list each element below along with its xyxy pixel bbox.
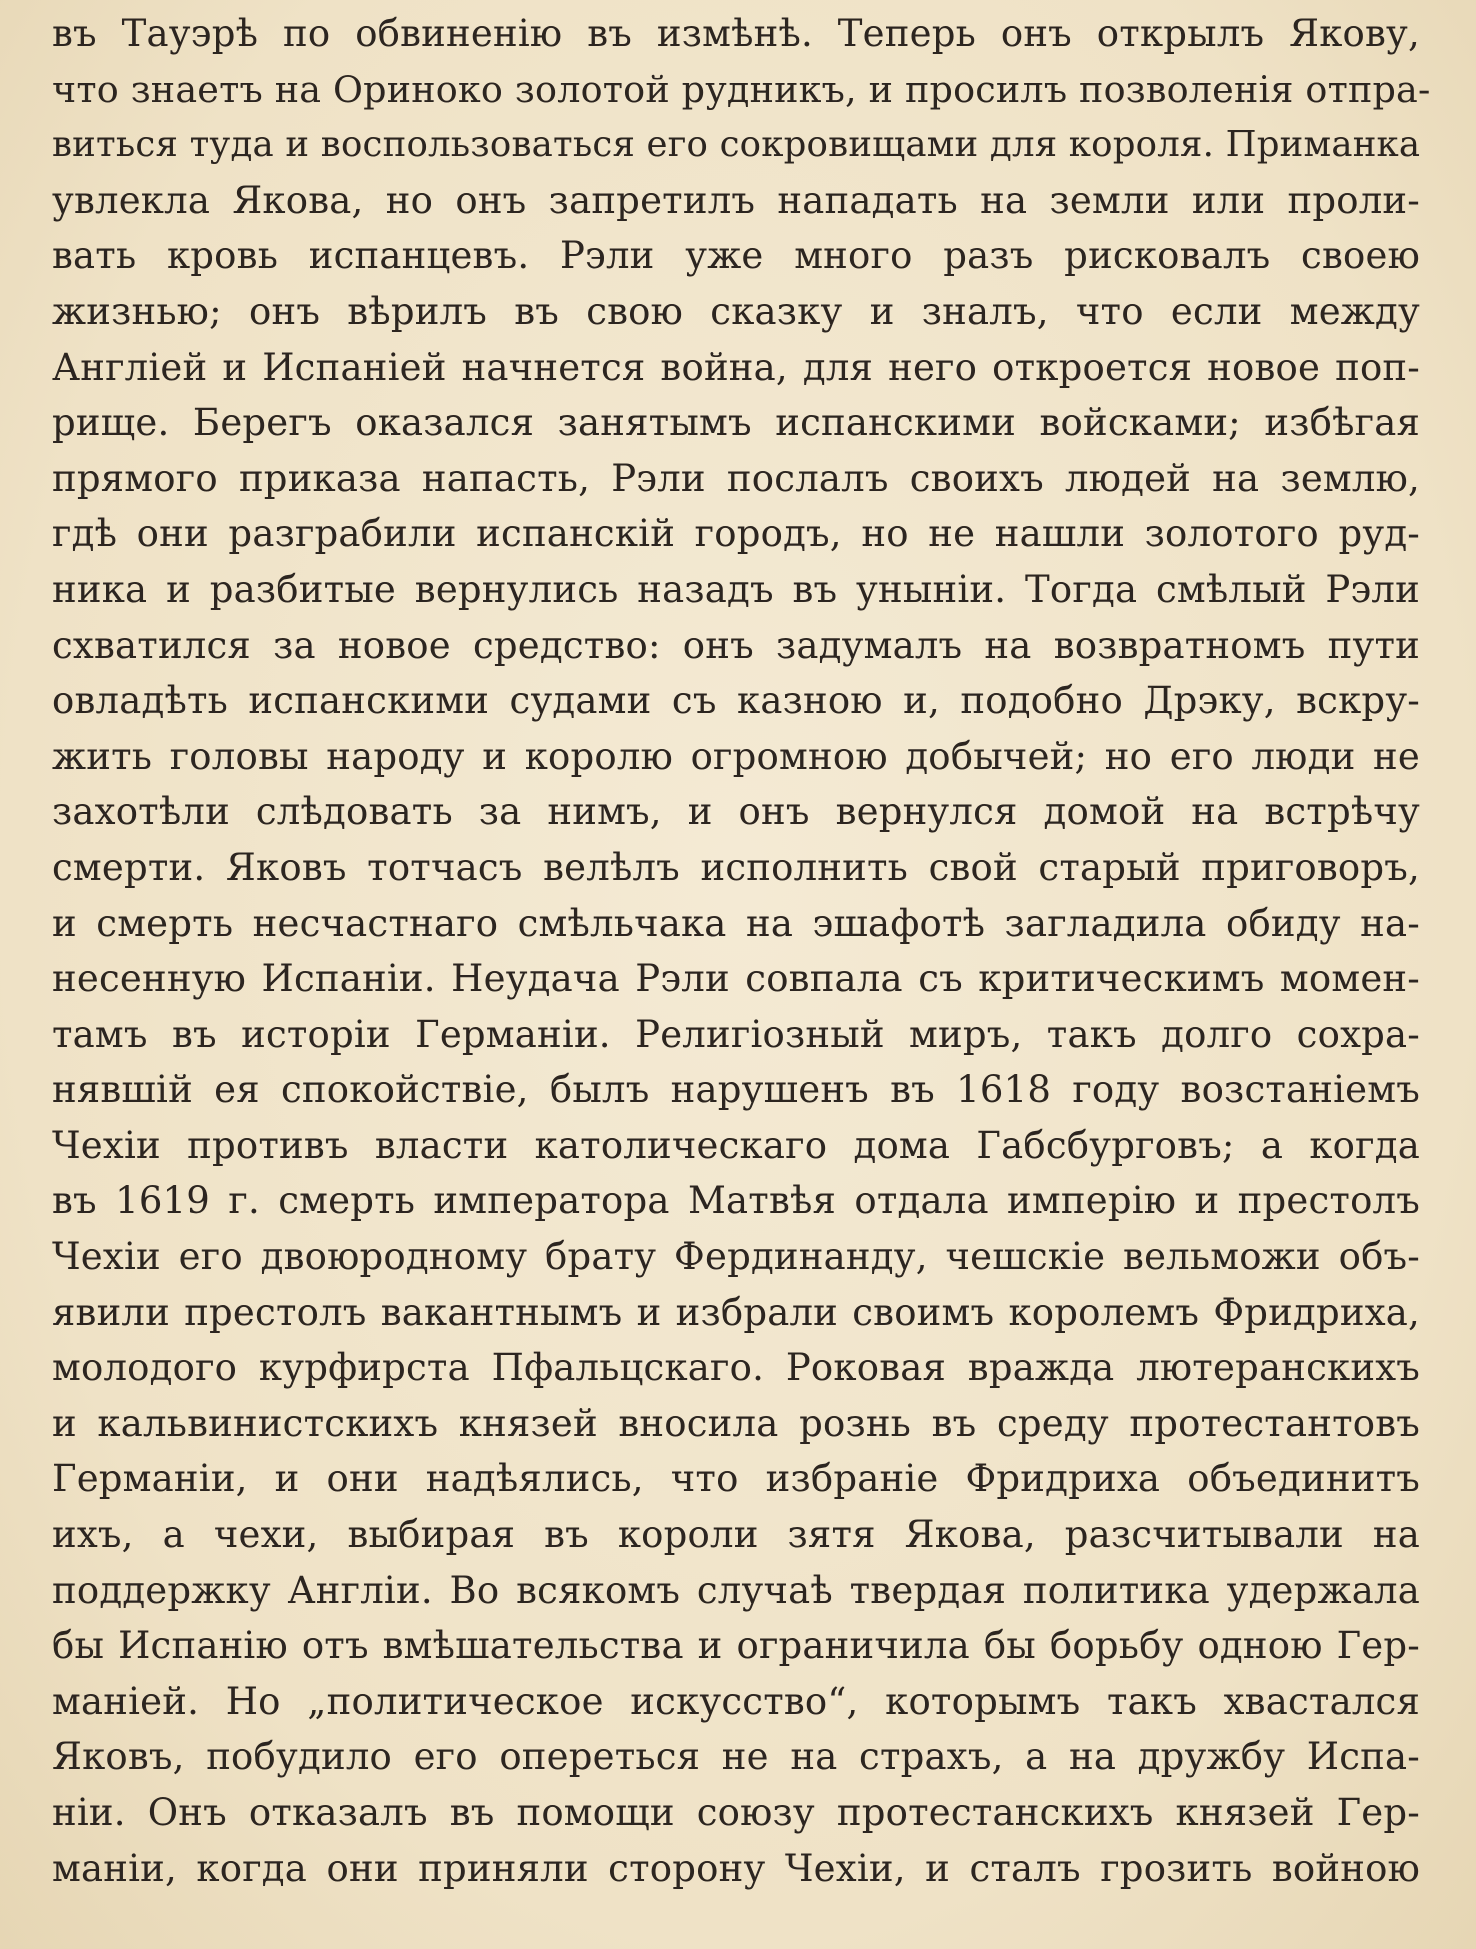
text-line: тамъ въ исторіи Германіи. Религіозный миръ, такъ долго сохра- — [52, 1012, 1420, 1056]
text-line: явили престолъ вакантнымъ и избрали своимъ королемъ Фридриха, — [52, 1290, 1420, 1334]
text-line: вать кровь испанцевъ. Рэли уже много разъ рисковалъ своею — [52, 234, 1420, 278]
text-line: и кальвинистскихъ князей вносила рознь въ среду протестантовъ — [52, 1401, 1420, 1445]
text-line: Яковъ, побудило его опереться не на страхъ, а на дружбу Испа- — [52, 1735, 1420, 1779]
text-line: рище. Берегъ оказался занятымъ испанскими войсками; избѣгая — [52, 401, 1420, 445]
text-line: захотѣли слѣдовать за нимъ, и онъ вернулся домой на встрѣчу — [52, 790, 1420, 834]
text-line: и смерть несчастнаго смѣльчака на эшафотѣ загладила обиду на- — [52, 901, 1420, 945]
text-line: ника и разбитые вернулись назадъ въ уныніи. Тогда смѣлый Рэли — [52, 567, 1420, 611]
body-text — [52, 6, 1431, 1896]
text-line: Германіи, и они надѣялись, что избраніе Фридриха объединитъ — [52, 1457, 1420, 1501]
text-line: бы Испанію отъ вмѣшательства и ограничила бы борьбу одною Гер- — [52, 1624, 1420, 1668]
text-line: Англіей и Испаніей начнется война, для него откроется новое поп- — [52, 345, 1420, 389]
text-line: въ Тауэрѣ по обвиненію въ измѣнѣ. Теперь онъ открылъ Якову, — [52, 12, 1420, 55]
text-line: Чехіи его двоюродному брату Фердинанду, чешскіе вельможи объ- — [52, 1235, 1420, 1279]
text-line: несенную Испаніи. Неудача Рэли совпала съ критическимъ момен- — [52, 957, 1420, 1001]
text-line: маніей. Но „политическое искусство“, которымъ такъ хвастался — [52, 1679, 1420, 1723]
text-line: гдѣ они разграбили испанскій городъ, но не нашли золотого руд- — [52, 512, 1420, 556]
text-line: молодого курфирста Пфальцскаго. Роковая вражда лютеранскихъ — [52, 1346, 1420, 1390]
text-line: что знаетъ на Ориноко золотой рудникъ, и просилъ позволенія отпра- — [52, 67, 1431, 111]
text-line: ихъ, а чехи, выбирая въ короли зятя Якова, разсчитывали на — [52, 1513, 1420, 1557]
text-line: прямого приказа напасть, Рэли послалъ своихъ людей на землю, — [52, 456, 1420, 500]
text-line: въ 1619 г. смерть императора Матвѣя отдала имперію и престолъ — [52, 1179, 1420, 1223]
text-line: овладѣть испанскими судами съ казною и, подобно Дрэку, вскру- — [52, 679, 1420, 723]
text-line: жизнью; онъ вѣрилъ въ свою сказку и зналъ, что если между — [52, 289, 1420, 333]
text-line: жить головы народу и королю огромною добычей; но его люди не — [52, 734, 1420, 778]
text-line: нявшій ея спокойствіе, былъ нарушенъ въ 1618 году возстаніемъ — [52, 1068, 1420, 1112]
text-line: смерти. Яковъ тотчасъ велѣлъ исполнить свой старый приговоръ, — [52, 845, 1420, 889]
text-line: Чехіи противъ власти католическаго дома Габсбурговъ; а когда — [52, 1123, 1420, 1167]
text-line: маніи, когда они приняли сторону Чехіи, и сталъ грозить войною — [52, 1846, 1420, 1890]
text-line: ніи. Онъ отказалъ въ помощи союзу протестанскихъ князей Гер- — [52, 1791, 1420, 1834]
text-line: увлекла Якова, но онъ запретилъ нападать на земли или проли- — [52, 178, 1420, 222]
text-line: виться туда и воспользоваться его сокровищами для короля. Приманка — [52, 124, 1421, 166]
text-line: схватился за новое средство: онъ задумалъ на возвратномъ пути — [52, 623, 1420, 667]
text-line: поддержку Англіи. Во всякомъ случаѣ твердая политика удержала — [52, 1568, 1420, 1612]
